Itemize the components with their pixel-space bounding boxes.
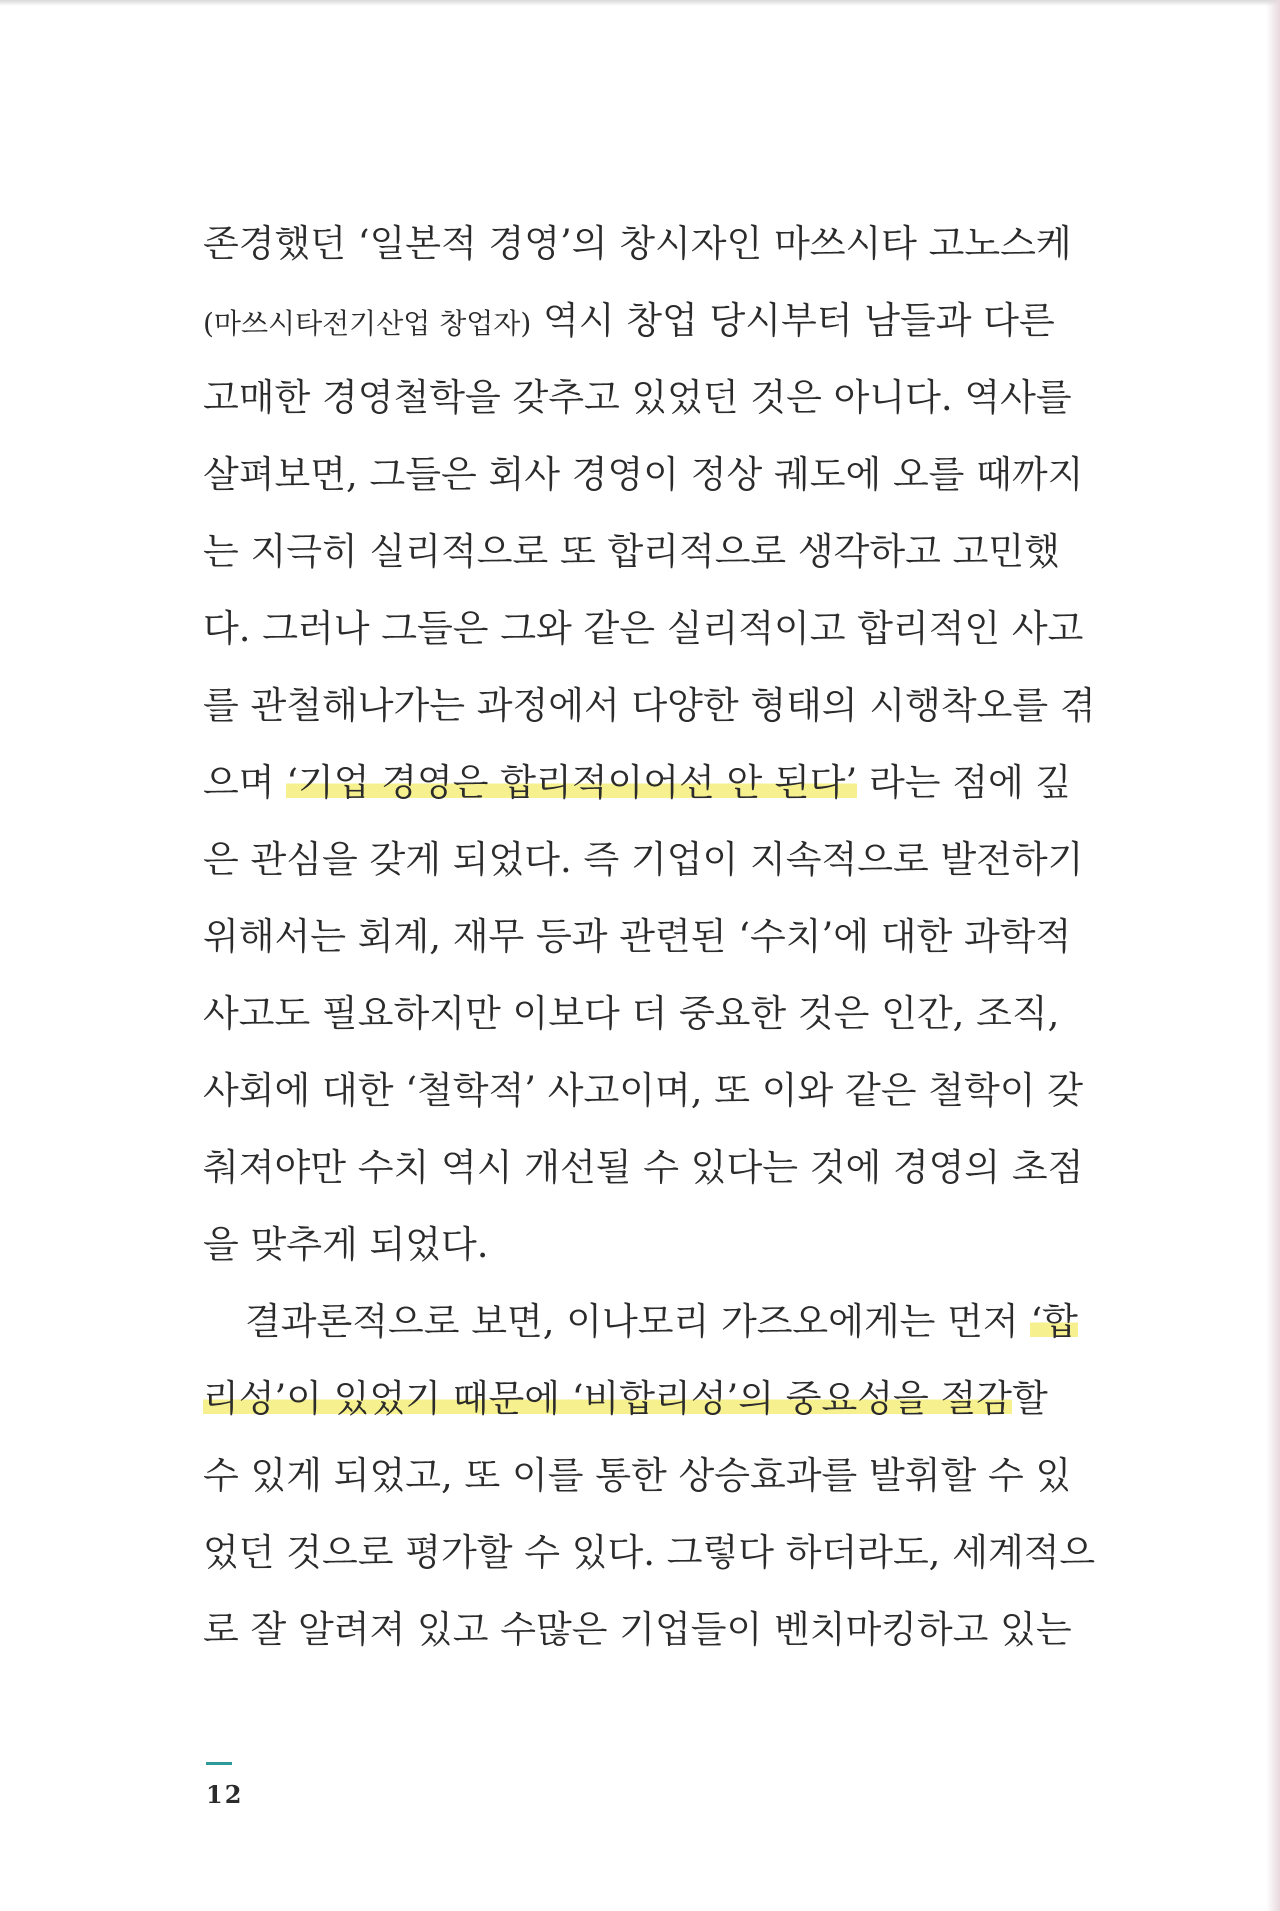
text-line: 를 관철해나가는 과정에서 다양한 형태의 시행착오를 겪 xyxy=(203,684,1096,727)
text-line: 을 맞추게 되었다. xyxy=(203,1223,489,1266)
text-line: 살펴보면, 그들은 회사 경영이 정상 궤도에 오를 때까지 xyxy=(203,453,1084,496)
text-line: 으며 ‘기업 경영은 합리적이어선 안 된다’ 라는 점에 깊 xyxy=(203,761,1072,804)
text-line: 위해서는 회계, 재무 등과 관련된 ‘수치’에 대한 과학적 xyxy=(203,915,1072,958)
text-line: 존경했던 ‘일본적 경영’의 창시자인 마쓰시타 고노스케 xyxy=(203,222,1072,265)
text-line: 었던 것으로 평가할 수 있다. 그렇다 하더라도, 세계적으 xyxy=(203,1531,1096,1574)
highlighted-phrase: ‘기업 경영은 합리적이어선 안 된다’ xyxy=(286,761,858,804)
text-line: 는 지극히 실리적으로 또 합리적으로 생각하고 고민했 xyxy=(203,530,1060,573)
text-line: 사회에 대한 ‘철학적’ 사고이며, 또 이와 같은 철학이 갖 xyxy=(203,1069,1083,1112)
text-line: 리성’이 있었기 때문에 ‘비합리성’의 중요성을 절감할 xyxy=(203,1377,1048,1420)
text-line: 춰져야만 수치 역시 개선될 수 있다는 것에 경영의 초점 xyxy=(203,1146,1084,1189)
page-number: 12 xyxy=(206,1780,244,1809)
text-line: 수 있게 되었고, 또 이를 통한 상승효과를 발휘할 수 있 xyxy=(203,1454,1072,1497)
text-line: 다. 그러나 그들은 그와 같은 실리적이고 합리적인 사고 xyxy=(203,607,1084,650)
text-line: (마쓰시타전기산업 창업자) 역시 창업 당시부터 남들과 다른 xyxy=(203,299,1055,342)
text-line: 은 관심을 갖게 되었다. 즉 기업이 지속적으로 발전하기 xyxy=(203,838,1084,881)
scan-edge-right xyxy=(1266,0,1280,1911)
text-line: 결과론적으로 보면, 이나모리 가즈오에게는 먼저 ‘합 xyxy=(245,1300,1078,1343)
scan-edge-top xyxy=(0,0,1280,6)
highlighted-phrase: ‘합 xyxy=(1030,1300,1078,1343)
text-line: 로 잘 알려져 있고 수많은 기업들이 벤치마킹하고 있는 xyxy=(203,1608,1072,1651)
text-line: 사고도 필요하지만 이보다 더 중요한 것은 인간, 조직, xyxy=(203,992,1060,1035)
page-number-rule xyxy=(206,1762,232,1765)
text-line: 고매한 경영철학을 갖추고 있었던 것은 아니다. 역사를 xyxy=(203,376,1072,419)
highlighted-phrase: 리성’이 있었기 때문에 ‘비합리성’의 중요성을 절감 xyxy=(203,1377,1012,1420)
body-text xyxy=(203,205,1096,1668)
parenthetical-note: (마쓰시타전기산업 창업자) xyxy=(203,307,532,340)
